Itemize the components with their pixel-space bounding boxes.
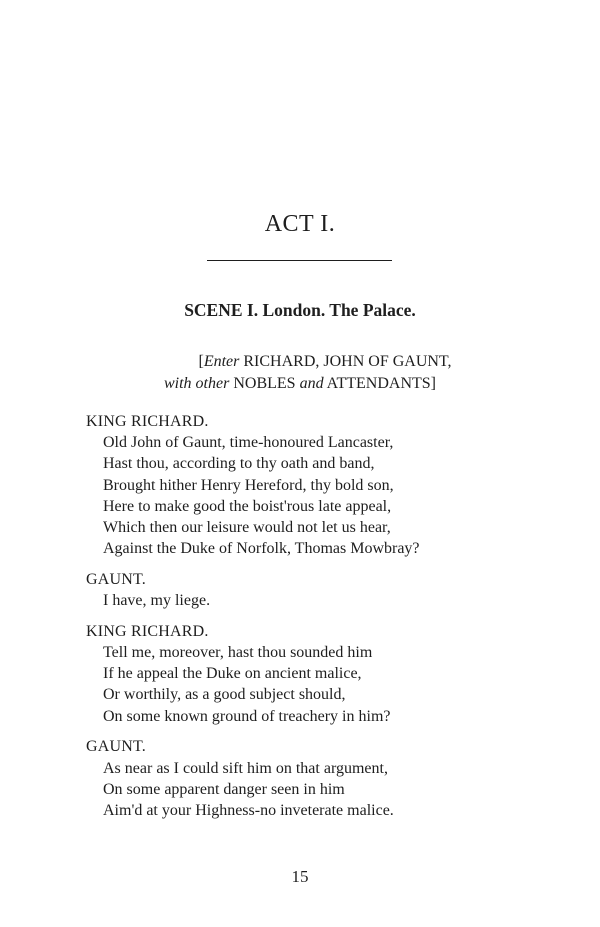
- speech-block: [86, 411, 566, 559]
- stage-direction: [0, 351, 600, 395]
- speaker-name: KING RICHARD.: [86, 622, 209, 640]
- stage-direction-line-1: [0, 351, 600, 373]
- verse-line: Aim'd at your Highness-no inveterate malice.: [103, 801, 394, 819]
- page-number: 15: [291, 867, 309, 886]
- stage-direction-segment: RICHARD, JOHN OF GAUNT,: [239, 353, 452, 370]
- stage-direction-segment: with other: [163, 375, 230, 392]
- verse-line: Or worthily, as a good subject should,: [103, 686, 346, 704]
- stage-direction-segment: ATTENDANTS]: [323, 375, 436, 392]
- verse-line: On some known ground of treachery in him?: [103, 707, 391, 725]
- speaker-name: KING RICHARD.: [86, 413, 209, 430]
- speech-block: [86, 621, 566, 727]
- verse-line: Which then our leisure would not let us hear,: [103, 519, 391, 537]
- verse-line: I have, my liege.: [103, 592, 211, 610]
- speaker-name: GAUNT.: [86, 738, 147, 756]
- verse-line: Old John of Gaunt, time-honoured Lancaster,: [103, 434, 394, 452]
- dialogue: [86, 411, 566, 831]
- speaker-name: GAUNT.: [86, 570, 147, 588]
- speech-block: [86, 569, 566, 611]
- verse-line: Tell me, moreover, hast thou sounded him: [103, 644, 373, 662]
- verse-line: On some apparent danger seen in him: [103, 780, 345, 798]
- verse-line: If he appeal the Duke on ancient malice,: [103, 665, 362, 683]
- scene-title: SCENE I. London. The Palace.: [184, 300, 416, 320]
- stage-direction-line-2: [0, 373, 600, 395]
- act-divider-rule: [207, 260, 392, 261]
- act-title: ACT I.: [264, 211, 336, 237]
- verse-line: Hast thou, according to thy oath and band,: [103, 455, 375, 473]
- verse-line: As near as I could sift him on that argument,: [103, 759, 388, 777]
- verse-line: Here to make good the boist'rous late appeal,: [103, 497, 392, 515]
- stage-direction-segment: [: [198, 353, 204, 370]
- verse-line: Brought hither Henry Hereford, thy bold son,: [103, 476, 394, 494]
- verse-line: Against the Duke of Norfolk, Thomas Mowbray?: [103, 540, 420, 558]
- stage-direction-segment: and: [299, 375, 324, 392]
- stage-direction-segment: NOBLES: [229, 375, 300, 392]
- stage-direction-segment: Enter: [203, 353, 240, 370]
- speech-block: [86, 736, 566, 821]
